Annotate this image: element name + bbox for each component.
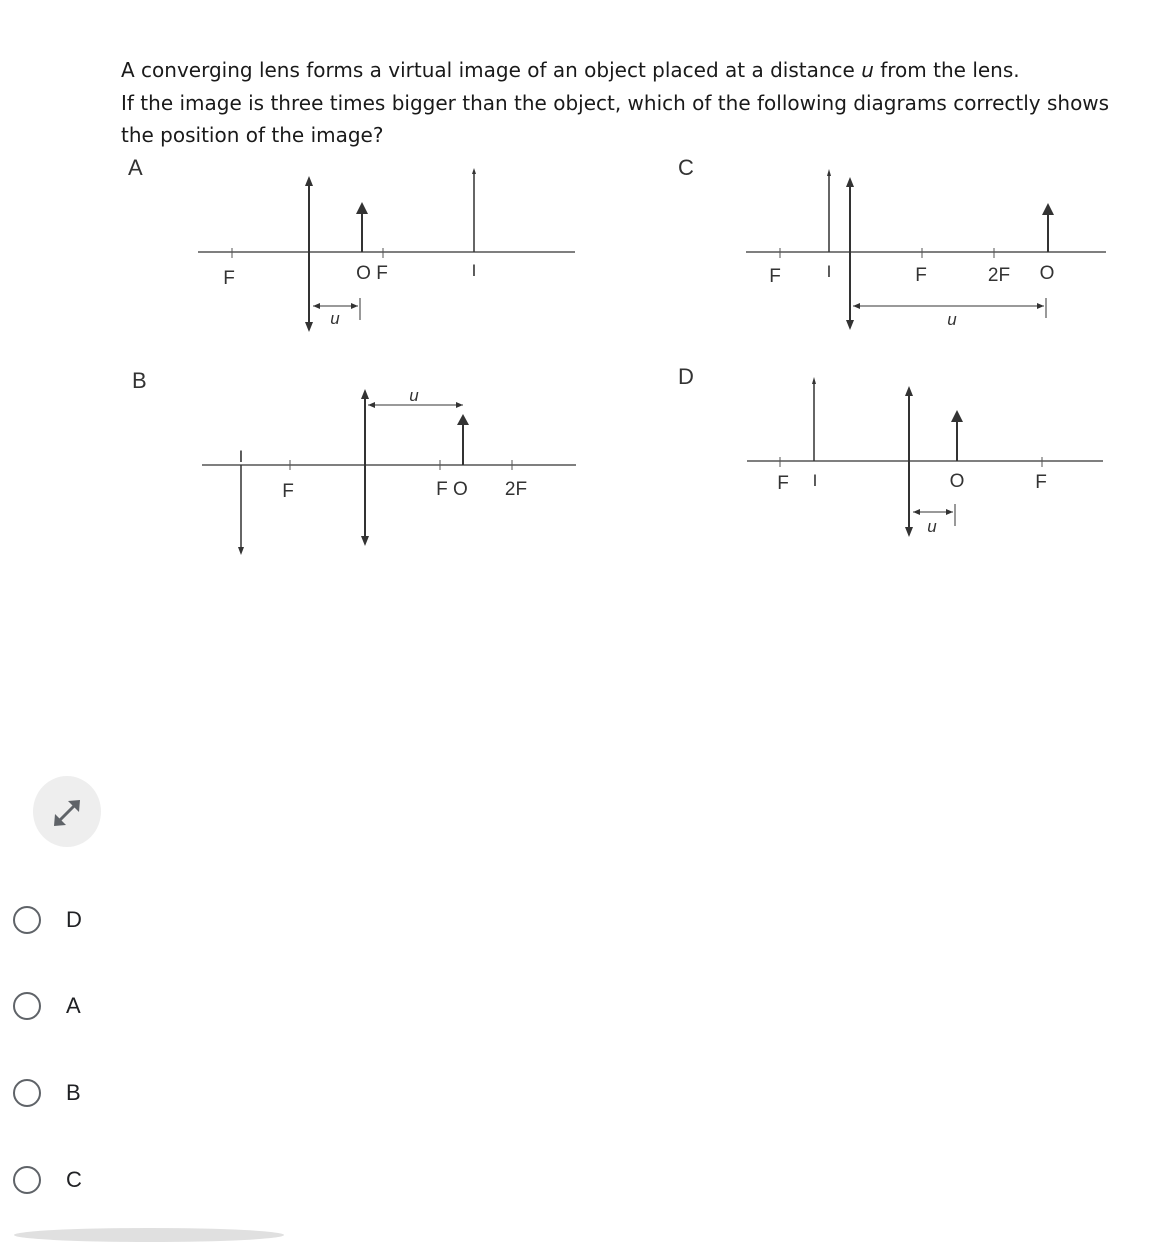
distance-arrowhead (853, 303, 860, 309)
image-arrowhead (812, 377, 816, 384)
option-label: A (66, 993, 81, 1018)
radio-button[interactable] (13, 906, 41, 934)
lens-top-arrowhead (846, 177, 854, 187)
option-label: C (66, 1167, 82, 1192)
tick-label-f: F (769, 266, 781, 287)
diagram-b-label: B (132, 368, 147, 393)
distance-label-u: u (330, 309, 340, 328)
object-arrowhead (356, 202, 368, 214)
tick-label-i: I (826, 262, 832, 281)
bottom-divider (14, 1228, 284, 1242)
expand-image-button[interactable] (33, 776, 101, 847)
diagram-c-label: C (678, 155, 694, 180)
tick-label-f: F (223, 268, 235, 289)
lens-bottom-arrowhead (905, 527, 913, 537)
distance-arrowhead (351, 303, 358, 309)
variable-u: u (861, 58, 874, 82)
lens-top-arrowhead (905, 386, 913, 396)
lens-diagrams-figure (0, 0, 1171, 600)
lens-top-arrowhead (361, 389, 369, 399)
radio-button[interactable] (13, 992, 41, 1020)
tick-label-o: O (949, 471, 965, 492)
lens-bottom-arrowhead (305, 322, 313, 332)
tick-label-f-o: F O (436, 479, 468, 500)
tick-label-f: F (1035, 472, 1047, 493)
lens-diagrams-svg (0, 0, 1171, 600)
tick-label-f: F (915, 265, 927, 286)
question-line-2: If the image is three times bigger than the object, which of the following diagrams correctly shows (121, 90, 1110, 115)
distance-label-u: u (927, 517, 937, 536)
object-arrowhead (951, 410, 963, 422)
question-line-1: A converging lens forms a virtual image of an object placed at a distance u from the lens. (121, 58, 1020, 82)
question-line-3: the position of the image? (121, 123, 384, 147)
diagram-d-label: D (678, 364, 694, 389)
lens-bottom-arrowhead (361, 536, 369, 546)
image-arrowhead (827, 169, 831, 176)
object-arrowhead (1042, 203, 1054, 215)
tick-label-o: O (1039, 263, 1055, 284)
diagram-d (678, 364, 1103, 537)
lens-bottom-arrowhead (846, 320, 854, 330)
distance-label-u: u (947, 310, 957, 329)
tick-label-i: I (812, 471, 818, 490)
tick-label-o-f: O F (356, 263, 388, 284)
tick-label-2f: 2F (987, 265, 1011, 286)
diagram-a-label: A (128, 155, 143, 180)
distance-arrowhead (313, 303, 320, 309)
image-arrowhead (472, 168, 476, 174)
distance-arrowhead (913, 509, 920, 515)
distance-arrowhead (946, 509, 953, 515)
expand-arrows-icon (33, 776, 101, 847)
option-label: B (66, 1080, 81, 1105)
distance-arrowhead (456, 402, 463, 408)
distance-arrowhead (1037, 303, 1044, 309)
option-label: D (66, 907, 82, 932)
object-arrowhead (457, 414, 469, 425)
option-a[interactable] (11, 990, 311, 1030)
diagram-a (128, 155, 575, 332)
radio-button[interactable] (13, 1079, 41, 1107)
tick-label-i: I (238, 447, 244, 466)
diagram-b (132, 368, 576, 555)
tick-label-f: F (282, 481, 294, 502)
tick-label-2f: 2F (504, 479, 528, 500)
option-b[interactable] (11, 1077, 311, 1117)
tick-label-i: I (471, 261, 477, 280)
distance-label-u: u (409, 386, 419, 405)
option-c[interactable] (11, 1164, 311, 1204)
diagram-c (678, 155, 1106, 330)
lens-top-arrowhead (305, 176, 313, 186)
radio-button[interactable] (13, 1166, 41, 1194)
option-d[interactable] (11, 904, 311, 944)
image-arrowhead (238, 547, 244, 555)
distance-arrowhead (368, 402, 375, 408)
tick-label-f: F (777, 473, 789, 494)
